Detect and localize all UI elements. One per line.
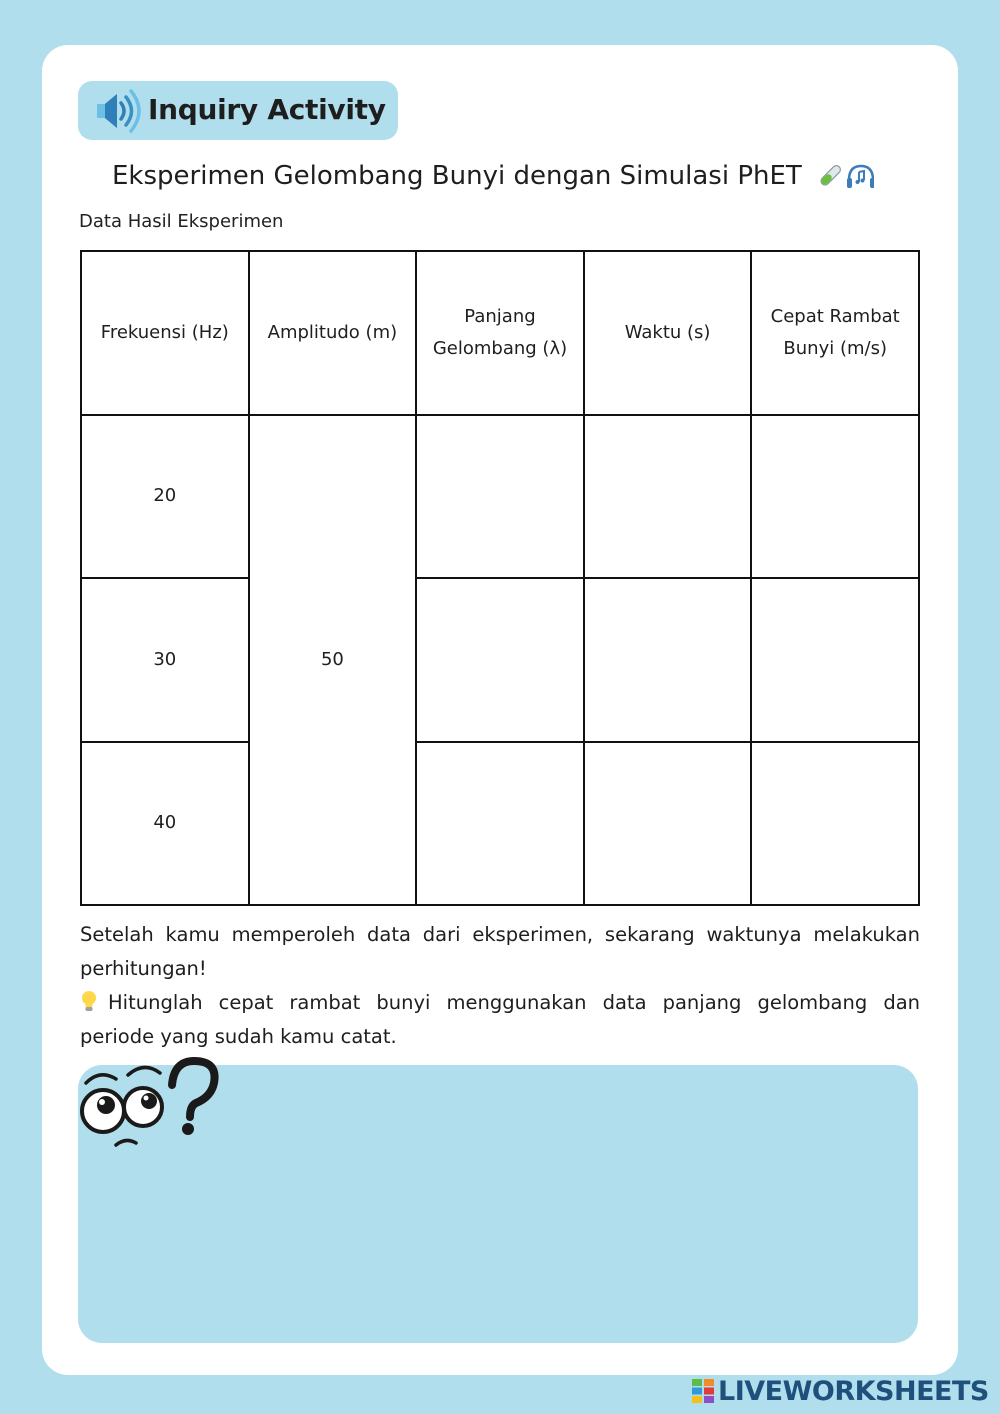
table-row (81, 578, 919, 742)
frequency-cell: 40 (81, 742, 249, 906)
data-table (80, 250, 920, 906)
speaker-icon (85, 84, 141, 138)
speed-input-cell[interactable] (751, 415, 919, 579)
table-row (81, 742, 919, 906)
table-caption: Data Hasil Eksperimen (79, 211, 284, 232)
table-row (81, 415, 919, 579)
thinking-face-icon (78, 1055, 222, 1151)
wavelength-input-cell[interactable] (416, 415, 584, 579)
time-input-cell[interactable] (584, 415, 752, 579)
amplitude-cell: 50 (249, 415, 417, 906)
wavelength-input-cell[interactable] (416, 578, 584, 742)
badge-title: Inquiry Activity (148, 93, 386, 126)
frequency-cell: 20 (81, 415, 249, 579)
instruction-text: Hitunglah cepat rambat bunyi menggunakan data panjang gelombang dan periode yang sudah kamu catat. (80, 991, 920, 1048)
brand-logo-icon (692, 1379, 714, 1403)
header-wavelength: Panjang Gelombang (λ) (416, 251, 584, 415)
header-amplitude: Amplitudo (m) (249, 251, 417, 415)
header-time: Waktu (s) (584, 251, 752, 415)
time-input-cell[interactable] (584, 578, 752, 742)
page-title-text: Eksperimen Gelombang Bunyi dengan Simulasi PhET (112, 161, 802, 191)
headphones-icon (847, 166, 874, 188)
frequency-cell: 30 (81, 578, 249, 742)
speed-input-cell[interactable] (751, 578, 919, 742)
wavelength-input-cell[interactable] (416, 742, 584, 906)
header-speed: Cepat Rambat Bunyi (m/s) (751, 251, 919, 415)
brand-text: LIVEWORKSHEETS (718, 1375, 989, 1407)
time-input-cell[interactable] (584, 742, 752, 906)
instruction-paragraph-2 (80, 986, 920, 1054)
header-frequency: Frekuensi (Hz) (81, 251, 249, 415)
liveworksheets-brand[interactable] (692, 1374, 989, 1408)
speed-input-cell[interactable] (751, 742, 919, 906)
page-title (112, 158, 874, 194)
test-tube-icon (816, 162, 874, 190)
table-header-row (81, 251, 919, 415)
lightbulb-icon (80, 990, 98, 1012)
instruction-paragraph-1: Setelah kamu memperoleh data dari eksperimen, sekarang waktunya melakukan perhitungan! (80, 923, 920, 980)
